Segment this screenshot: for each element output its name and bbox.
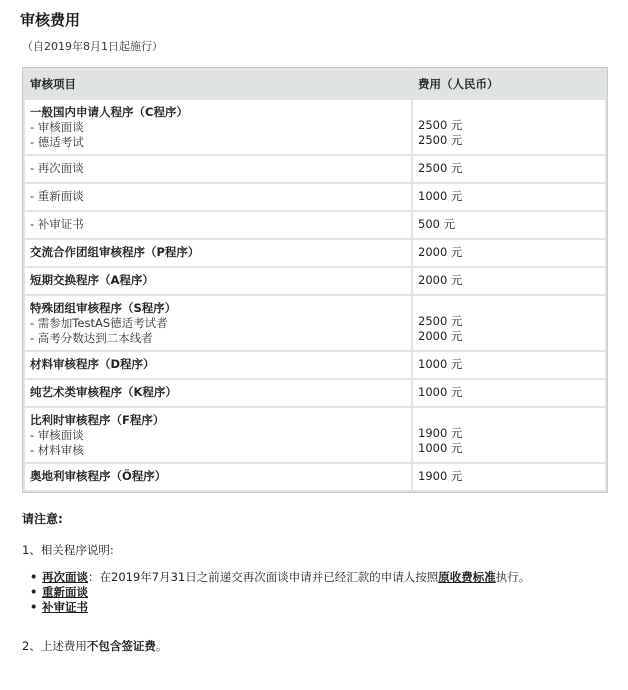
table-row [25, 464, 605, 490]
fee-value: 1000 元 [418, 441, 463, 455]
procedure-name: 一般国内申请人程序（C程序） [30, 105, 188, 119]
note-2-text: 2、上述费用 [22, 639, 87, 653]
fee-value: 2000 元 [418, 329, 463, 343]
reinterview-text: ：在2019年7月31日之前递交再次面谈申请并已经汇款的申请人按照 [88, 570, 439, 584]
fee-table [22, 67, 608, 493]
item-cell [25, 156, 411, 182]
note-2-end: 。 [155, 639, 168, 653]
header-fee: 费用（人民币） [413, 70, 605, 98]
fee-table-body [25, 100, 605, 490]
fee-cell [413, 352, 605, 378]
procedure-name: 短期交换程序（A程序） [30, 273, 154, 287]
fee-cell [413, 184, 605, 210]
list-item [30, 585, 530, 600]
table-row [25, 100, 605, 154]
page-title: 审核费用 [20, 11, 81, 29]
note-2 [22, 638, 167, 654]
sub-item: - 德适考试 [30, 135, 84, 149]
fee-value: 500 元 [418, 217, 456, 231]
sub-item: - 材料审核 [30, 443, 84, 457]
list-item [30, 600, 530, 615]
table-row [25, 212, 605, 238]
fee-cell [413, 380, 605, 406]
sub-item: - 审核面谈 [30, 120, 84, 134]
notes [22, 510, 612, 653]
fee-value: 2500 元 [418, 133, 463, 147]
fee-cell [413, 156, 605, 182]
sub-item: - 审核面谈 [30, 428, 84, 442]
link-new-interview[interactable]: 重新面谈 [42, 585, 88, 599]
note-2-emphasis: 不包含签证费 [86, 639, 156, 653]
table-row [25, 268, 605, 294]
table-row [25, 380, 605, 406]
procedure-list [30, 570, 530, 615]
item-cell [25, 380, 411, 406]
procedure-name: 纯艺术类审核程序（K程序） [30, 385, 177, 399]
header-item: 审核项目 [25, 70, 411, 98]
link-reinterview[interactable]: 再次面谈 [42, 570, 88, 584]
table-row [25, 408, 605, 462]
fee-value: 2000 元 [418, 245, 463, 259]
table-row [25, 184, 605, 210]
table-row [25, 240, 605, 266]
table-header-row [25, 70, 605, 98]
notes-title: 请注意: [22, 512, 63, 526]
bullet-icon: • [30, 570, 38, 584]
fee-value: 2500 元 [418, 314, 463, 328]
bullet-icon: • [30, 600, 38, 614]
procedure-name: 比利时审核程序（F程序） [30, 413, 165, 427]
item-cell [25, 212, 411, 238]
fee-value: 1900 元 [418, 426, 463, 440]
fee-cell [413, 296, 605, 350]
table-row [25, 296, 605, 350]
table-row [25, 352, 605, 378]
sub-item: - 需参加TestAS德适考试者 [30, 316, 168, 330]
sub-item: - 高考分数达到二本线者 [30, 331, 153, 345]
fee-value: 1000 元 [418, 357, 463, 371]
fee-value: 1900 元 [418, 469, 463, 483]
item-cell [25, 408, 411, 462]
table-row [25, 156, 605, 182]
item-cell [25, 100, 411, 154]
fee-value: 1000 元 [418, 385, 463, 399]
fee-value: 1000 元 [418, 189, 463, 203]
list-item [30, 570, 530, 585]
fee-value: 2000 元 [418, 273, 463, 287]
fee-value: 2500 元 [418, 161, 463, 175]
item-cell [25, 464, 411, 490]
sub-item: - 补审证书 [30, 217, 84, 231]
fee-cell [413, 240, 605, 266]
reinterview-text-end: 执行。 [495, 570, 531, 584]
link-certificate-reissue[interactable]: 补审证书 [42, 600, 88, 614]
fee-cell [413, 212, 605, 238]
item-cell [25, 296, 411, 350]
sub-item: - 再次面谈 [30, 161, 84, 175]
procedure-name: 奥地利审核程序（Ö程序） [30, 469, 167, 483]
effective-date: （自2019年8月1日起施行） [22, 40, 163, 53]
fee-cell [413, 268, 605, 294]
sub-item: - 重新面谈 [30, 189, 84, 203]
bullet-icon: • [30, 585, 38, 599]
item-cell [25, 268, 411, 294]
item-cell [25, 240, 411, 266]
fee-cell [413, 408, 605, 462]
fee-cell [413, 100, 605, 154]
item-cell [25, 184, 411, 210]
link-original-fee[interactable]: 原收费标准 [438, 570, 496, 584]
procedure-name: 交流合作团组审核程序（P程序） [30, 245, 200, 259]
fee-value: 2500 元 [418, 118, 463, 132]
item-cell [25, 352, 411, 378]
fee-cell [413, 464, 605, 490]
procedure-name: 特殊团组审核程序（S程序） [30, 301, 177, 315]
note-1: 1、相关程序说明: [22, 543, 114, 557]
procedure-name: 材料审核程序（D程序） [30, 357, 155, 371]
